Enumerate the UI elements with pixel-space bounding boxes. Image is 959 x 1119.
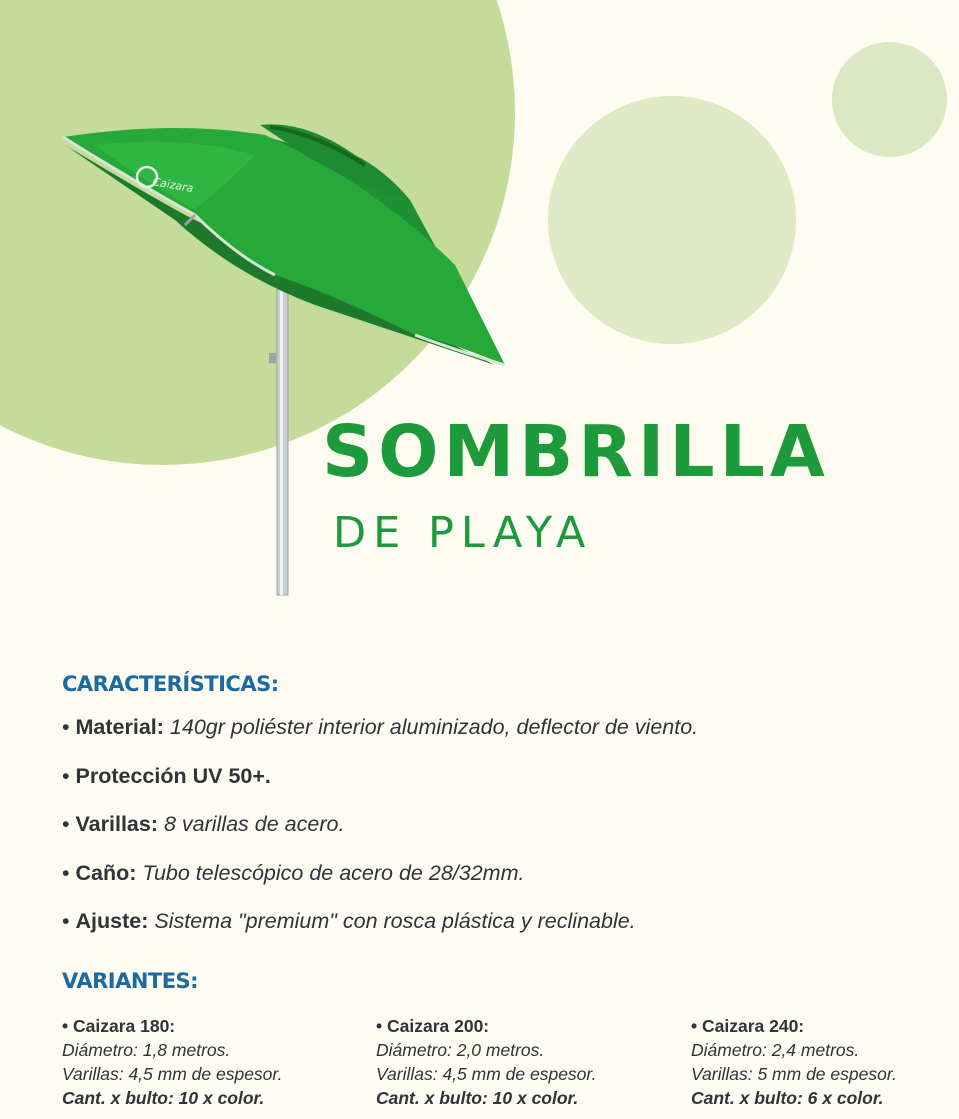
feature-item-cano: • Caño: Tubo telescópico de acero de 28/32mm. <box>62 860 525 885</box>
variant-card-200 <box>376 1014 596 1110</box>
variant-cantidad: Cant. x bulto: 6 x color. <box>691 1088 884 1108</box>
feature-item-material: • Material: 140gr poliéster interior aluminizado, deflector de viento. <box>62 715 699 739</box>
variant-diametro: Diámetro: 2,0 metros. <box>376 1040 545 1060</box>
decor-circle-medium <box>548 96 796 344</box>
variant-diametro: Diámetro: 2,4 metros. <box>691 1040 860 1060</box>
feature-item-varillas: • Varillas: 8 varillas de acero. <box>62 812 345 836</box>
variant-cantidad: Cant. x bulto: 10 x color. <box>376 1088 579 1108</box>
variant-varillas: Varillas: 5 mm de espesor. <box>691 1064 897 1084</box>
variant-varillas: Varillas: 4,5 mm de espesor. <box>376 1064 597 1084</box>
variant-card-180 <box>62 1014 282 1110</box>
variant-card-240 <box>691 1014 897 1110</box>
variant-cantidad: Cant. x bulto: 10 x color. <box>62 1088 265 1108</box>
variant-name: • Caizara 180: <box>62 1016 176 1036</box>
decor-circle-small <box>832 42 947 157</box>
variant-diametro: Diámetro: 1,8 metros. <box>62 1040 231 1060</box>
variant-name: • Caizara 200: <box>376 1016 490 1036</box>
variant-varillas: Varillas: 4,5 mm de espesor. <box>62 1064 283 1084</box>
features-heading: CARACTERÍSTICAS: <box>62 672 279 696</box>
variant-name: • Caizara 240: <box>691 1016 805 1036</box>
features-list <box>62 715 698 958</box>
page-title: SOMBRILLA <box>322 410 830 493</box>
feature-item-ajuste: • Ajuste: Sistema "premium" con rosca plástica y reclinable. <box>62 909 636 933</box>
variants-heading: VARIANTES: <box>62 969 199 993</box>
feature-item-uv: • Protección UV 50+. <box>62 763 271 788</box>
page-subtitle: DE PLAYA <box>333 508 593 558</box>
svg-text:Caizara: Caizara <box>151 175 195 196</box>
